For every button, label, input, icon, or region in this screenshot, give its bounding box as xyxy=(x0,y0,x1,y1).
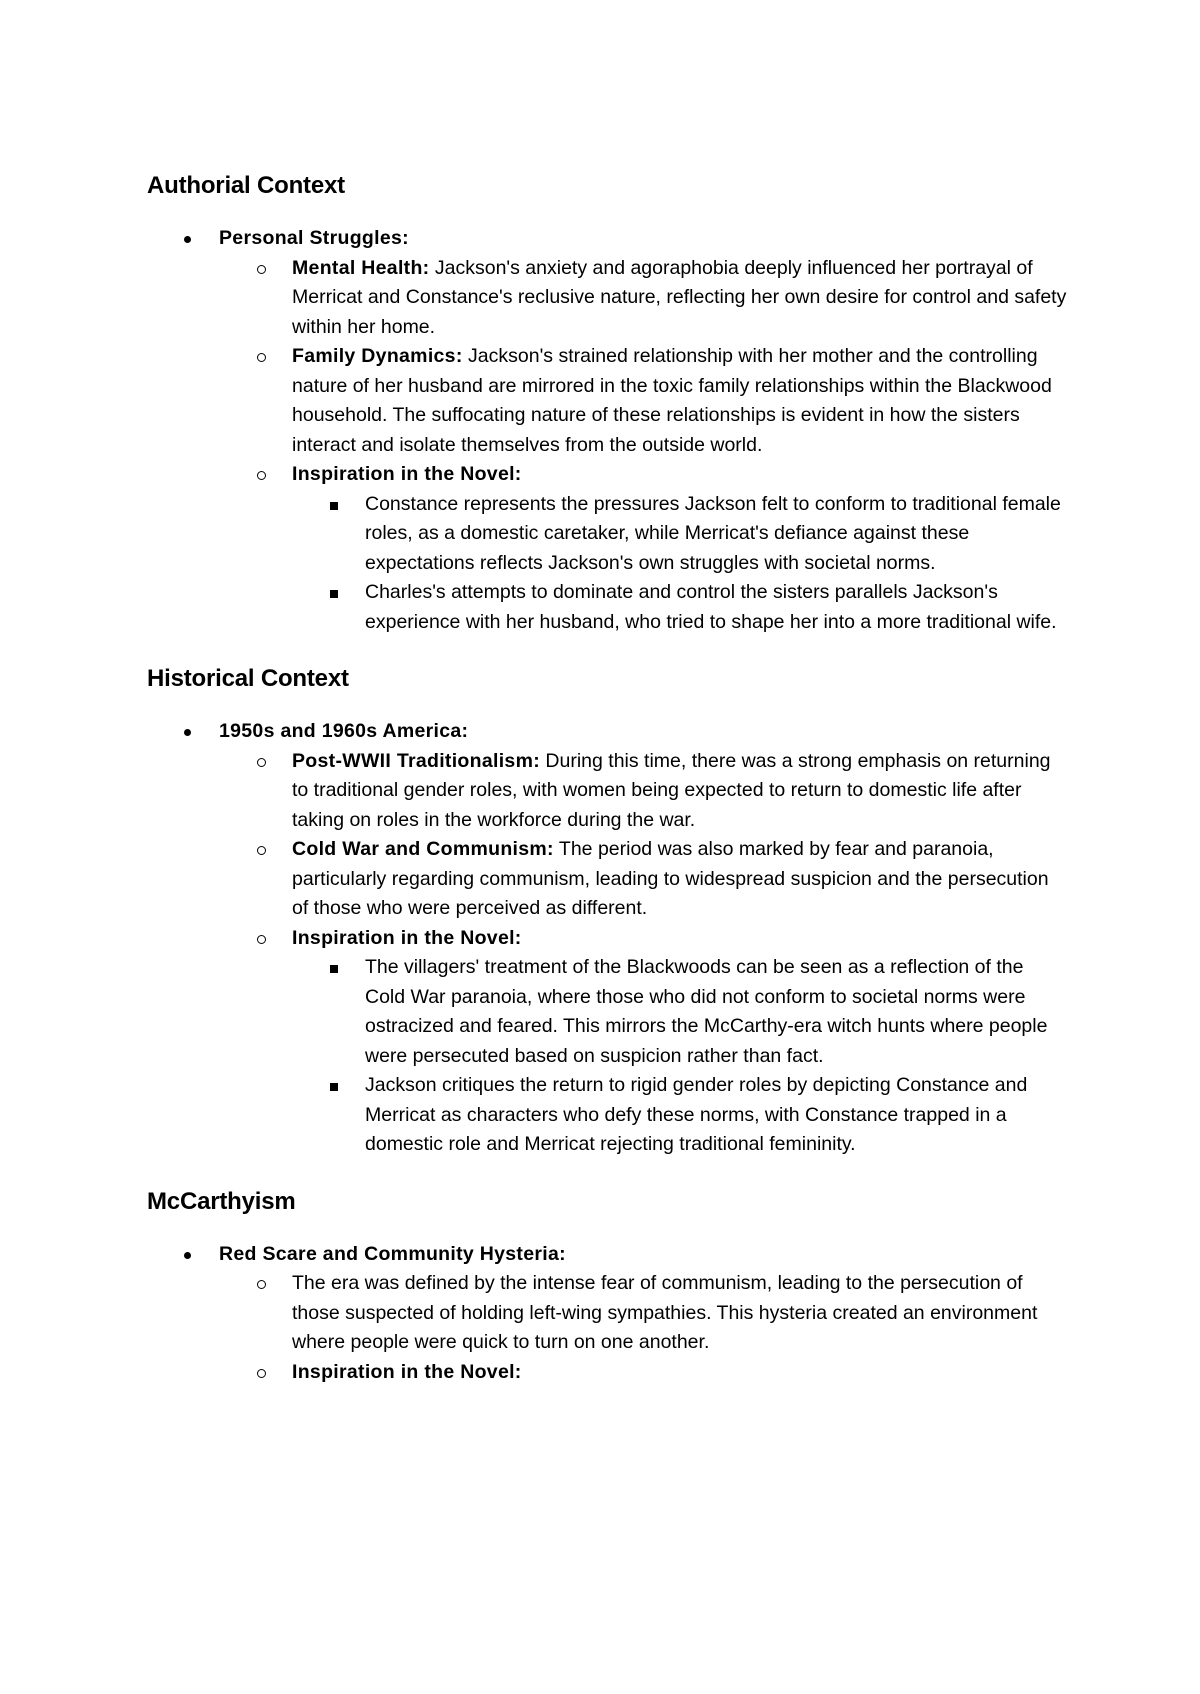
hollow-circle-bullet-icon xyxy=(257,353,266,362)
sub-sub-list-item: Jackson critiques the return to rigid gender roles by depicting Constance and Merricat as characters who defy these norms, with Constance trapped in a domestic role and Merricat rejecting traditional femininity. xyxy=(365,1071,1067,1160)
filled-circle-bullet-icon xyxy=(184,236,191,243)
hollow-circle-bullet-icon xyxy=(257,471,266,480)
hollow-circle-bullet-icon xyxy=(257,1280,266,1289)
square-bullet-icon xyxy=(330,965,338,973)
section-heading: Authorial Context xyxy=(147,172,345,199)
sub-list-item: Inspiration in the Novel: Constance represents the pressures Jackson felt to conform to traditional female roles, as a domestic caretaker, while Merricat's defiance against these expectations reflects Jackson's own struggles with societal norms. Charles's attempts to dominate and control the sisters parallels Jackson's experience with her husband, who tried to shape her into a more traditional wife. xyxy=(292,460,1067,637)
hollow-circle-bullet-icon xyxy=(257,758,266,767)
bullet-list xyxy=(147,1240,1067,1388)
sub-sub-list-item: The villagers' treatment of the Blackwoods can be seen as a reflection of the Cold War paranoia, where those who did not conform to societal norms were ostracized and feared. This mirrors the McCarthy-era witch hunts where people were persecuted based on suspicion rather than fact. xyxy=(365,953,1067,1071)
square-bullet-icon xyxy=(330,502,338,510)
sub-list-item: The era was defined by the intense fear of communism, leading to the persecution of those suspected of holding left-wing sympathies. This hysteria created an environment where people were quick to turn on one another. xyxy=(292,1269,1067,1358)
hollow-circle-bullet-icon xyxy=(257,265,266,274)
sub-sub-list-item: Charles's attempts to dominate and control the sisters parallels Jackson's experience with her husband, who tried to shape her into a more traditional wife. xyxy=(365,578,1067,637)
square-bullet-icon xyxy=(330,590,338,598)
sub-list-item: Cold War and Communism: The period was also marked by fear and paranoia, particularly regarding communism, leading to widespread suspicion and the persecution of those who were perceived as different. xyxy=(292,835,1067,924)
bullet-list xyxy=(147,224,1067,637)
sub-list xyxy=(219,254,1067,638)
sub-list-item: Mental Health: Jackson's anxiety and agoraphobia deeply influenced her portrayal of Merricat and Constance's reclusive nature, reflecting her own desire for control and safety within her home. xyxy=(292,254,1067,343)
section-authorial-context xyxy=(147,170,1067,637)
list-item: Red Scare and Community Hysteria: The era was defined by the intense fear of communism, leading to the persecution of those suspected of holding left-wing sympathies. This hysteria created an environment where people were quick to turn on one another. Inspiration in the Novel: xyxy=(147,1240,1067,1388)
document-page xyxy=(147,170,1067,1387)
square-bullet-icon xyxy=(330,1083,338,1091)
hollow-circle-bullet-icon xyxy=(257,935,266,944)
sub-list xyxy=(219,1269,1067,1387)
hollow-circle-bullet-icon xyxy=(257,1369,266,1378)
filled-circle-bullet-icon xyxy=(184,729,191,736)
sub-list-item: Inspiration in the Novel: xyxy=(292,1358,1067,1388)
filled-circle-bullet-icon xyxy=(184,1252,191,1259)
sub-sub-list xyxy=(292,490,1067,638)
hollow-circle-bullet-icon xyxy=(257,846,266,855)
sub-list-item: Inspiration in the Novel: The villagers' treatment of the Blackwoods can be seen as a reflection of the Cold War paranoia, where those who did not conform to societal norms were ostracized and feared. This mirrors the McCarthy-era witch hunts where people were persecuted based on suspicion rather than fact. Jackson critiques the return to rigid gender roles by depicting Constance and Merricat as characters who defy these norms, with Constance trapped in a domestic role and Merricat rejecting traditional femininity. xyxy=(292,924,1067,1160)
bullet-list xyxy=(147,717,1067,1160)
sub-list xyxy=(219,747,1067,1160)
sub-list-item: Family Dynamics: Jackson's strained relationship with her mother and the controlling nature of her husband are mirrored in the toxic family relationships within the Blackwood household. The suffocating nature of these relationships is evident in how the sisters interact and isolate themselves from the outside world. xyxy=(292,342,1067,460)
list-item: Personal Struggles: Mental Health: Jackson's anxiety and agoraphobia deeply influenced her portrayal of Merricat and Constance's reclusive nature, reflecting her own desire for control and safety within her home. Family Dynamics: Jackson's strained relationship with her mother and the controlling nature of her husband are mirrored in the toxic family relationships within the Blackwood household. The suffocating nature of these relationships is evident in how the sisters interact and isolate themselves from the outside world. Inspiration in the Novel: Constance represents the pressures Jackson felt to conform to traditional female roles, as a domestic caretaker, while Merricat's defiance against these expectations reflects Jackson's own struggles with societal norms. Charles's attempts to dominate and control the sisters parallels Jackson's experience with her husband, who tried to shape her into a more traditional wife. xyxy=(147,224,1067,637)
section-historical-context xyxy=(147,663,1067,1160)
sub-sub-list-item: Constance represents the pressures Jackson felt to conform to traditional female roles, as a domestic caretaker, while Merricat's defiance against these expectations reflects Jackson's own struggles with societal norms. xyxy=(365,490,1067,579)
section-heading: Historical Context xyxy=(147,665,349,692)
list-item: 1950s and 1960s America: Post-WWII Traditionalism: During this time, there was a strong emphasis on returning to traditional gender roles, with women being expected to return to domestic life after taking on roles in the workforce during the war. Cold War and Communism: The period was also marked by fear and paranoia, particularly regarding communism, leading to widespread suspicion and the persecution of those who were perceived as different. Inspiration in the Novel: The villagers' treatment of the Blackwoods can be seen as a reflection of the Cold War paranoia, where those who did not conform to societal norms were ostracized and feared. This mirrors the McCarthy-era witch hunts where people were persecuted based on suspicion rather than fact. Jackson critiques the return to rigid gender roles by depicting Constance and Merricat as characters who defy these norms, with Constance trapped in a domestic role and Merricat rejecting traditional femininity. xyxy=(147,717,1067,1160)
sub-list-item: Post-WWII Traditionalism: During this time, there was a strong emphasis on returning to traditional gender roles, with women being expected to return to domestic life after taking on roles in the workforce during the war. xyxy=(292,747,1067,836)
section-mccarthyism xyxy=(147,1186,1067,1388)
section-heading: McCarthyism xyxy=(147,1187,296,1215)
sub-sub-list xyxy=(292,953,1067,1160)
